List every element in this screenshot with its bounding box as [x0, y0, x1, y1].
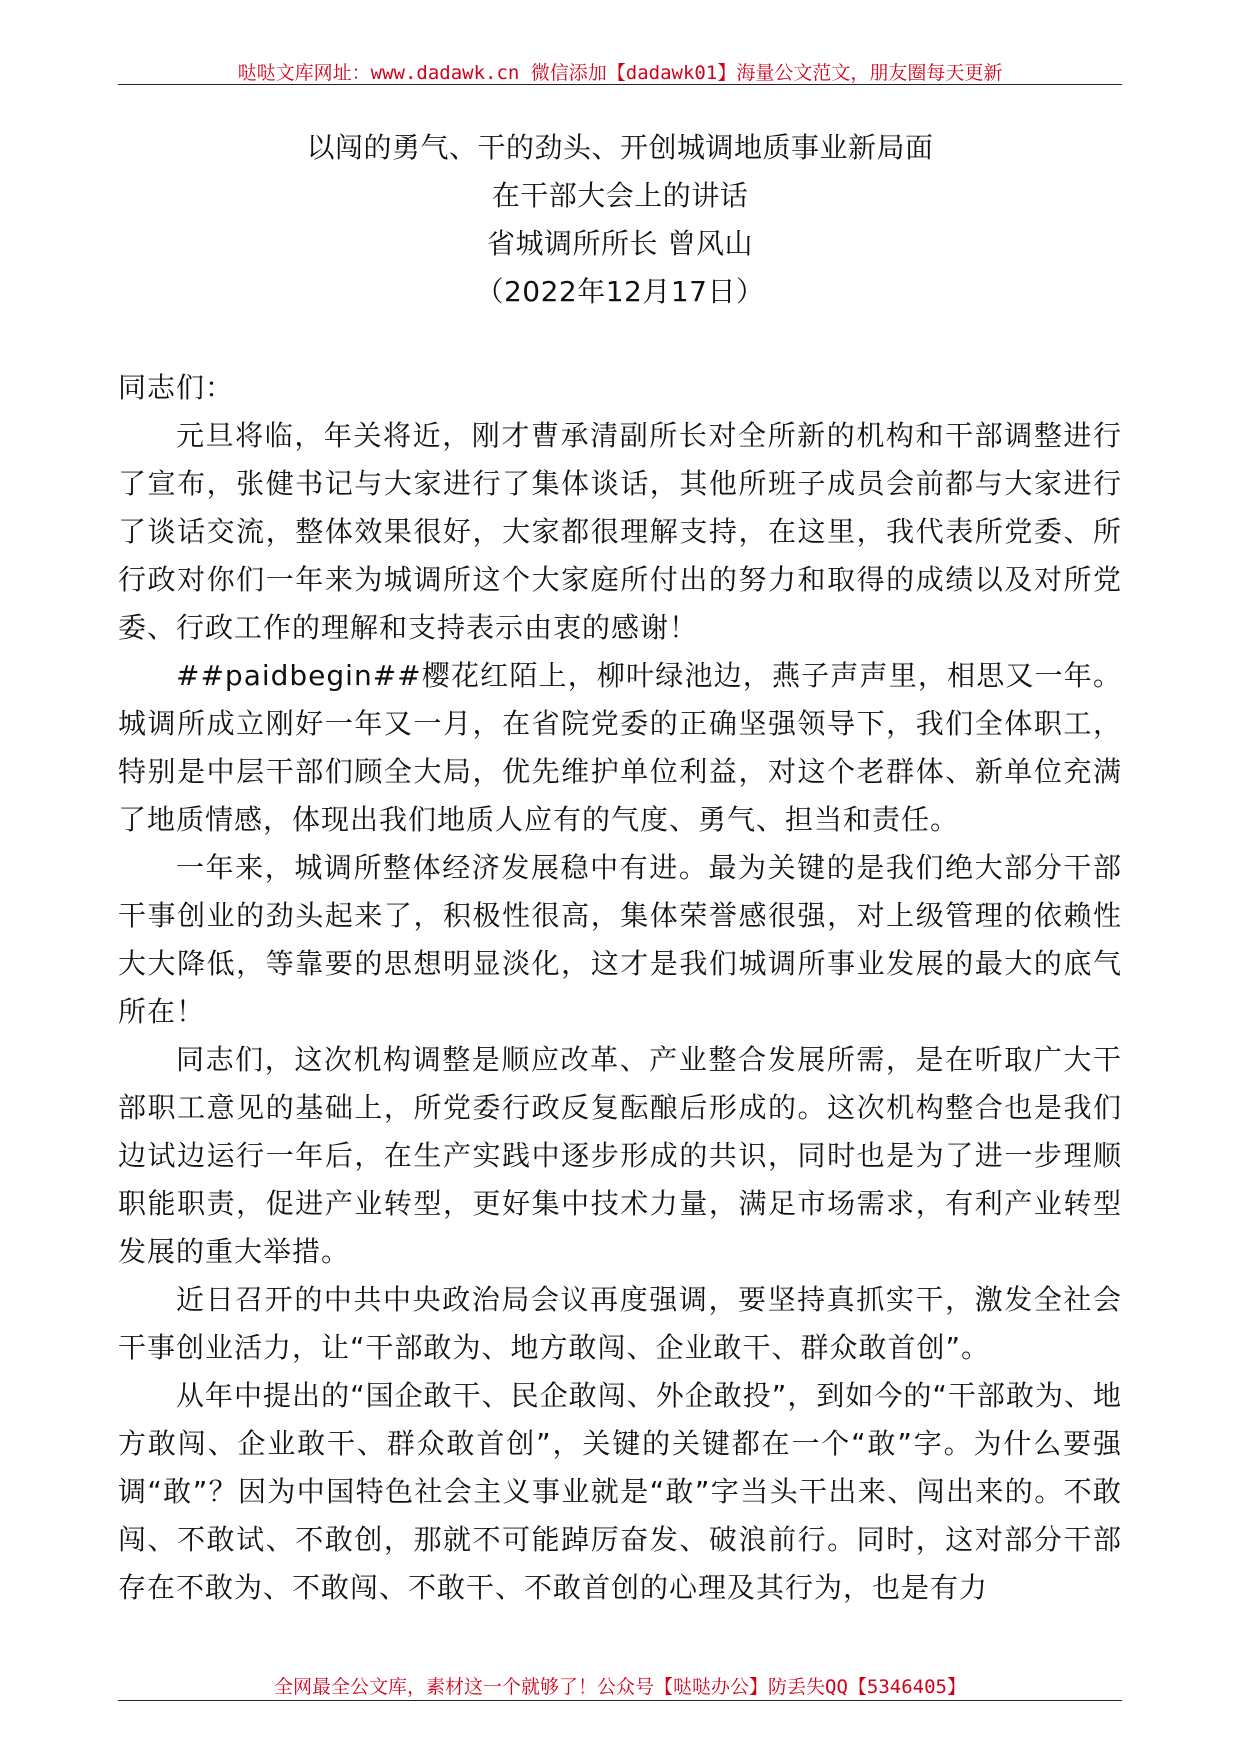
- paragraph: 一年来，城调所整体经济发展稳中有进。最为关键的是我们绝大部分干部干事创业的劲头起来了，积极性很高，集体荣誉感很强，对上级管理的依赖性大大降低，等靠要的思想明显淡化，这才是我们城调所事业发展的最大的底气所在！: [118, 851, 1122, 1028]
- paragraph: 近日召开的中共中央政治局会议再度强调，要坚持真抓实干，激发全社会干事创业活力，让“干部敢为、地方敢闯、企业敢干、群众敢首创”。: [118, 1283, 1122, 1364]
- paragraph: 元旦将临，年关将近，刚才曹承清副所长对全所新的机构和干部调整进行了宣布，张健书记与大家进行了集体谈话，其他所班子成员会前都与大家进行了谈话交流，整体效果很好，大家都很理解支持，在这里，我代表所党委、所行政对你们一年来为城调所这个大家庭所付出的努力和取得的成绩以及对所党委、行政工作的理解和支持表示由衷的感谢！: [118, 419, 1122, 644]
- speech-subtitle: 在干部大会上的讲话: [491, 179, 749, 212]
- paragraph: 从年中提出的“国企敢干、民企敢闯、外企敢投”，到如今的“干部敢为、地方敢闯、企业敢干、群众敢首创”，关键的关键都在一个“敢”字。为什么要强调“敢”？因为中国特色社会主义事业就是“敢”字当头干出来、闯出来的。不敢闯、不敢试、不敢创，那就不可能踔厉奋发、破浪前行。同时，这对部分干部存在不敢为、不敢闯、不敢干、不敢首创的心理及其行为，也是有力: [118, 1379, 1122, 1604]
- speech-body: [118, 364, 1122, 1612]
- footer-rule: [118, 1700, 1122, 1701]
- speech-date: （2022年12月17日）: [475, 275, 765, 308]
- footer-watermark-text: 全网最全公文库，素材这一个就够了！公众号【哒哒办公】防丢失QQ【5346405】: [274, 1676, 966, 1698]
- title-block: [0, 124, 1240, 316]
- speaker-line: 省城调所所长 曾风山: [487, 227, 753, 260]
- header-rule: [118, 84, 1122, 85]
- paragraph: 同志们，这次机构调整是顺应改革、产业整合发展所需，是在听取广大干部职工意见的基础上，所党委行政反复酝酿后形成的。这次机构整合也是我们边试边运行一年后，在生产实践中逐步形成的共识，同时也是为了进一步理顺职能职责，促进产业转型，更好集中技术力量，满足市场需求，有利产业转型发展的重大举措。: [118, 1043, 1122, 1268]
- speech-title: 以闯的勇气、干的劲头、开创城调地质事业新局面: [306, 131, 934, 164]
- paragraph: ##paidbegin##樱花红陌上，柳叶绿池边，燕子声声里，相思又一年。城调所成立刚好一年又一月，在省院党委的正确坚强领导下，我们全体职工，特别是中层干部们顾全大局，优先维护单位利益，对这个老群体、新单位充满了地质情感，体现出我们地质人应有的气度、勇气、担当和责任。: [118, 659, 1122, 836]
- header-watermark-text: 哒哒文库网址：www.dadawk.cn 微信添加【dadawk01】海量公文范文，朋友圈每天更新: [237, 62, 1003, 84]
- salutation: 同志们：: [118, 371, 235, 404]
